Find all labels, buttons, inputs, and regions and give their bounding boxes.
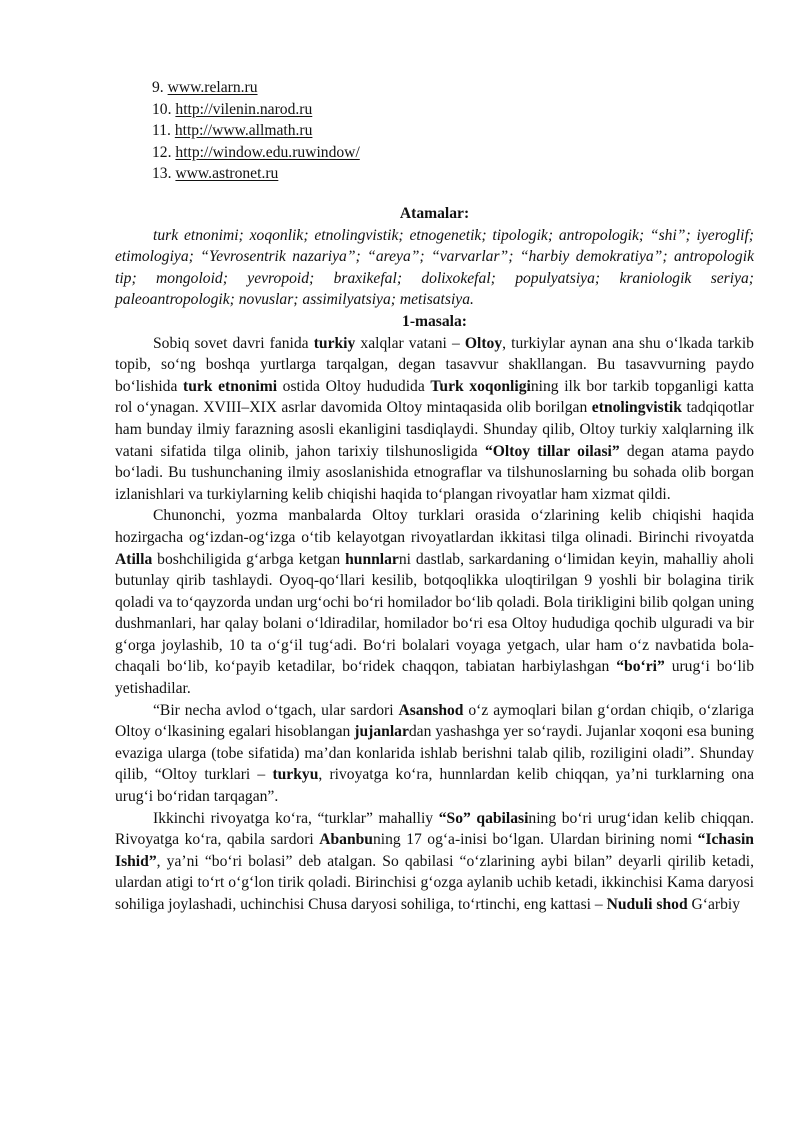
terms-heading: Atamalar: [399,205,470,222]
reference-item [152,142,752,164]
bold-term: “Oltoy tillar oilasi” [485,442,620,460]
paragraph-text: “Bir necha avlod o‘tgach, ular sardori [153,701,399,719]
reference-item [152,163,752,185]
bold-term: turk etnonimi [183,377,278,395]
paragraph-text: G‘arbiy [687,896,741,913]
reference-list [152,77,752,185]
paragraph-text: boshchiligida g‘arbga ketgan [152,550,346,568]
bold-term: Asanshod [398,701,464,719]
reference-number: 10. [152,100,172,118]
paragraph-text: tadqiqotlar ham bunday ilmiy farazning asosli ekanligini tasdiqlaydi. Shunday qilib, Oltoy turkiy xalqlarning ilk vatani sifatida tilga olinib, jahon tarixiy tilshunosligida [115,399,754,460]
body-paragraph [115,333,754,506]
bold-term: jujanlar [354,723,409,741]
paragraph-text: Chunonchi, yozma manbalarda Oltoy turklari orasida o‘zlarining kelib chiqishi haqida hozirgacha og‘izdan-og‘izga o‘tib kelayotgan rivoyatlardan ikkitasi tilga olinadi. Birinchi rivoyatda [115,507,754,546]
bold-term: Turk xoqonligi [430,377,531,395]
main-content [115,203,754,916]
bold-term: Oltoy [464,334,503,352]
bold-term: hunnlar [345,550,399,568]
bold-term: “Ichasin Ishid” [115,831,754,870]
bold-term: Abanbu [319,831,373,849]
reference-link[interactable]: http://window.edu.ruwindow/ [175,143,360,161]
paragraph-text: ning ilk bor tarkib topganligi katta rol o‘ynagan. XVIII–XIX asrlar davomida Oltoy mintaqasida olib borilgan [115,377,754,417]
paragraph-text: , turkiylar aynan ana shu o‘lkada tarkib topib, so‘ng boshqa yurtlarga tarqalgan, degan tasavvur shakllangan. Bu tasavvurning paydo bo‘lishida [115,334,754,395]
terms-paragraph: turk etnonimi; xoqonlik; etnolingvistik; etnogenetik; tipologik; antropologik; “shi”; iyeroglif; etimologiya; “Yevrosentrik nazariya”; “areya”; “varvarlar”; “harbiy demokratiya”; antropologik tip; mongoloid; yevropoid; braxikefal; dolixokefal; populyatsiya; kraniologik seriya; paleoantropologik; novuslar; assimilyatsiya; metisatsiya. [115,226,754,309]
reference-number: 11. [152,122,171,140]
reference-number: 9. [152,79,164,96]
reference-link[interactable]: http://www.allmath.ru [174,122,313,140]
paragraph-text: ning 17 og‘a-inisi bo‘lgan. Ulardan birining nomi [372,831,698,849]
reference-item [152,77,752,99]
body-paragraph [115,808,754,916]
reference-number: 12. [152,143,172,161]
paragraph-text: xalqlar vatani – [355,334,465,352]
paragraph-text: ni dastlab, sarkardaning o‘limidan keyin, mahalliy aholi butunlay qirib tashlaydi. Oyoq-qo‘llari kesilib, botqoqlikka uloqtirilgan 9 yoshli bir bolagina tirik qoladi va to‘qayzorda undan urg‘ochi bo‘ri homilador bo‘lib qoladi. Bola tirikligini bilib qolgan uning dushmanlari, har qalay bolani o‘ldiradilar, homilador bo‘ri esa Oltoy hududiga qochib ulguradi va bir g‘orga joylashib, 10 ta o‘g‘il tug‘adi. Bo‘ri bolalari voyaga yetgach, ular ham o‘z navbatida bola-chaqali bo‘lib, ko‘payib ketadilar, bo‘ridek chaqqon, tabiatan harbiylashgan [115,550,754,676]
bold-term: “bo‘ri” [616,658,665,676]
paragraph-text: ning bo‘ri urug‘idan kelib chiqqan. Rivoyatga ko‘ra, qabila sardori [115,809,754,849]
reference-link[interactable]: http://vilenin.narod.ru [175,100,313,118]
body-paragraph [115,505,754,699]
paragraph-text: Ikkinchi rivoyatga ko‘ra, “turklar” mahalliy [153,809,439,827]
paragraph-text: dan yashashga yer so‘raydi. Jujanlar xoqoni esa buning evaziga ularga (tobe sifatida) ma’dan konlarida ishlab berishni talab qilib, roziligini oladi”. Shunday qilib, “Oltoy turklari – [115,723,754,784]
bold-term: etnolingvistik [591,399,682,417]
paragraph-text: urug‘i bo‘lib yetishadilar. [115,658,754,698]
reference-number: 13. [152,165,172,183]
paragraph-text: o‘z aymoqlari bilan g‘ordan chiqib, o‘zlariga Oltoy o‘lkasining egalari hisoblangan [115,701,754,741]
reference-item [152,99,752,121]
paragraph-text: , ya’ni “bo‘ri bolasi” deb atalgan. So qabilasi “o‘zlarining aybi bilan” deyarli qirilib ketadi, ulardan atigi to‘rt o‘g‘lon tirik qoladi. Birinchisi g‘ozga aylanib uchib ketadi, ikkinchisi Kama daryosi sohiliga joylashadi, uchinchisi Chusa daryosi sohiliga, to‘rtinchi, eng kattasi – [115,852,754,913]
bold-term: Nuduli shod [606,896,688,913]
paragraph-text: degan atama paydo bo‘ladi. Bu tushunchaning ilmiy asoslanishida etnograflar va tilshunoslarning bu sohada olib borgan izlanishlari va turkiylarning kelib chiqishi haqida to‘plangan rivoyatlar ham xizmat qildi. [115,442,754,503]
bold-term: “So” qabilasi [438,809,529,827]
task-heading: 1-masala: [402,312,467,330]
bold-term: turkiy [313,334,356,352]
body-paragraph [115,700,754,808]
reference-item [152,120,752,142]
reference-link[interactable]: www.astronet.ru [175,165,279,183]
reference-link[interactable]: www.relarn.ru [167,79,258,96]
paragraph-text: ostida Oltoy hududida [277,377,431,395]
paragraph-text: , rivoyatga ko‘ra, hunnlardan kelib chiqqan, ya’ni turklarning ona urug‘i bo‘ridan tarqagan”. [115,766,754,806]
bold-term: Atilla [115,550,153,568]
bold-term: turkyu [272,766,319,784]
paragraph-text: Sobiq sovet davri fanida [153,334,314,352]
